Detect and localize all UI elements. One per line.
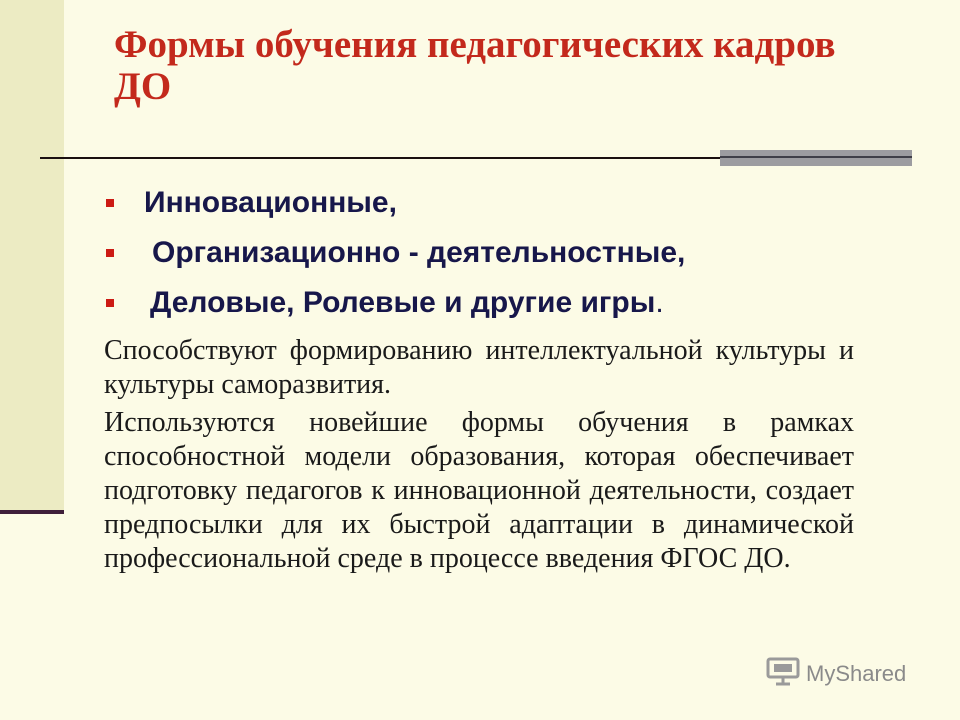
- presentation-icon: [766, 656, 800, 692]
- myshared-watermark: [766, 656, 906, 692]
- bullet-text: Инновационные,: [144, 186, 397, 219]
- watermark-text: MyShared: [806, 661, 907, 686]
- bullet-period: .: [655, 286, 664, 319]
- bullet-square-icon: [106, 299, 114, 307]
- bullet-square-icon: [106, 199, 114, 207]
- paragraph-methods: Используются новейшие формы обучения в рамках способностной модели образования, которая обеспечивает подготовку педагогов к инновационной деятельности, создает предпосылки для их быстрой адаптации в динамической профессиональной среде в процессе введения ФГОС ДО.: [104, 407, 854, 574]
- paragraph-culture: Способствуют формированию интеллектуальной культуры и культуры саморазвития.: [104, 335, 854, 400]
- left-decorative-band: [0, 0, 64, 512]
- bullet-text: Деловые, Ролевые и другие игры.: [150, 286, 664, 319]
- bullet-square-icon: [106, 249, 114, 257]
- slide-title: Формы обучения педагогических кадров ДО: [114, 23, 836, 108]
- left-band-rule: [0, 510, 64, 514]
- bullet-text: Организационно - деятельностные,: [152, 236, 686, 269]
- title-divider: [40, 157, 720, 159]
- title-divider-accent: [720, 150, 912, 166]
